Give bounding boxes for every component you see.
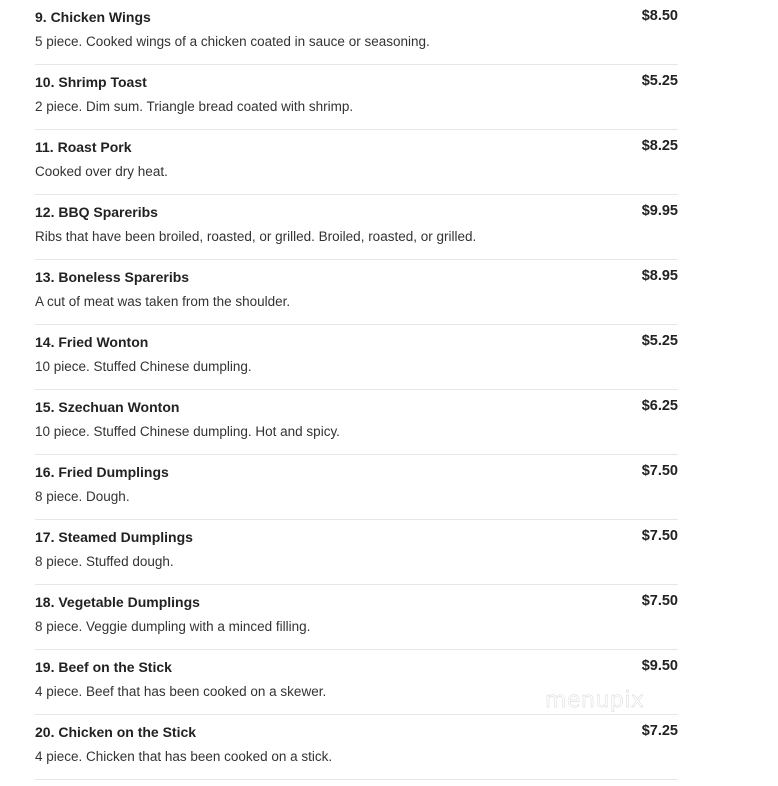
item-name: 14. Fried Wonton [35, 334, 149, 350]
item-description: Cooked over dry heat. [35, 164, 168, 179]
item-description: 4 piece. Beef that has been cooked on a skewer. [35, 684, 327, 699]
menu-item[interactable] [35, 325, 678, 390]
item-price: $7.50 [641, 463, 678, 479]
item-name: 9. Chicken Wings [35, 9, 151, 25]
item-name: 18. Vegetable Dumplings [35, 594, 200, 610]
item-description: A cut of meat was taken from the shoulder. [35, 294, 291, 309]
item-description: 10 piece. Stuffed Chinese dumpling. Hot and spicy. [35, 424, 340, 439]
menu-item[interactable] [35, 65, 678, 130]
item-description: 8 piece. Stuffed dough. [35, 554, 174, 569]
item-name: 15. Szechuan Wonton [35, 399, 180, 415]
item-price: $8.95 [641, 268, 678, 284]
item-price: $8.50 [641, 8, 678, 24]
item-price: $5.25 [641, 73, 678, 89]
item-name: 20. Chicken on the Stick [35, 724, 197, 740]
menu-item[interactable] [35, 520, 678, 585]
item-price: $9.50 [641, 658, 678, 674]
item-name: 10. Shrimp Toast [35, 74, 147, 90]
item-name: 12. BBQ Spareribs [35, 204, 158, 220]
menu-item[interactable] [35, 715, 678, 780]
item-name: 13. Boneless Spareribs [35, 269, 190, 285]
item-price: $7.25 [641, 723, 678, 739]
item-price: $6.25 [641, 398, 678, 414]
item-description: 10 piece. Stuffed Chinese dumpling. [35, 359, 252, 374]
menu-list [35, 0, 678, 780]
menu-item[interactable] [35, 0, 678, 65]
item-name: 16. Fried Dumplings [35, 464, 169, 480]
item-name: 19. Beef on the Stick [35, 659, 172, 675]
item-description: Ribs that have been broiled, roasted, or grilled. Broiled, roasted, or grilled. [35, 229, 477, 244]
menu-item[interactable] [35, 260, 678, 325]
item-name: 11. Roast Pork [35, 139, 132, 155]
menu-item[interactable] [35, 195, 678, 260]
item-description: 8 piece. Dough. [35, 489, 130, 504]
item-description: 2 piece. Dim sum. Triangle bread coated with shrimp. [35, 99, 354, 114]
item-price: $7.50 [641, 528, 678, 544]
item-price: $5.25 [641, 333, 678, 349]
item-description: 8 piece. Veggie dumpling with a minced filling. [35, 619, 311, 634]
menu-item[interactable] [35, 130, 678, 195]
item-price: $9.95 [641, 203, 678, 219]
menu-item[interactable] [35, 585, 678, 650]
item-name: 17. Steamed Dumplings [35, 529, 193, 545]
item-description: 5 piece. Cooked wings of a chicken coated in sauce or seasoning. [35, 34, 430, 49]
item-price: $7.50 [641, 593, 678, 609]
menu-item[interactable] [35, 390, 678, 455]
menu-item[interactable] [35, 455, 678, 520]
item-description: 4 piece. Chicken that has been cooked on a stick. [35, 749, 333, 764]
menupix-watermark: menupix [545, 688, 645, 713]
item-price: $8.25 [641, 138, 678, 154]
